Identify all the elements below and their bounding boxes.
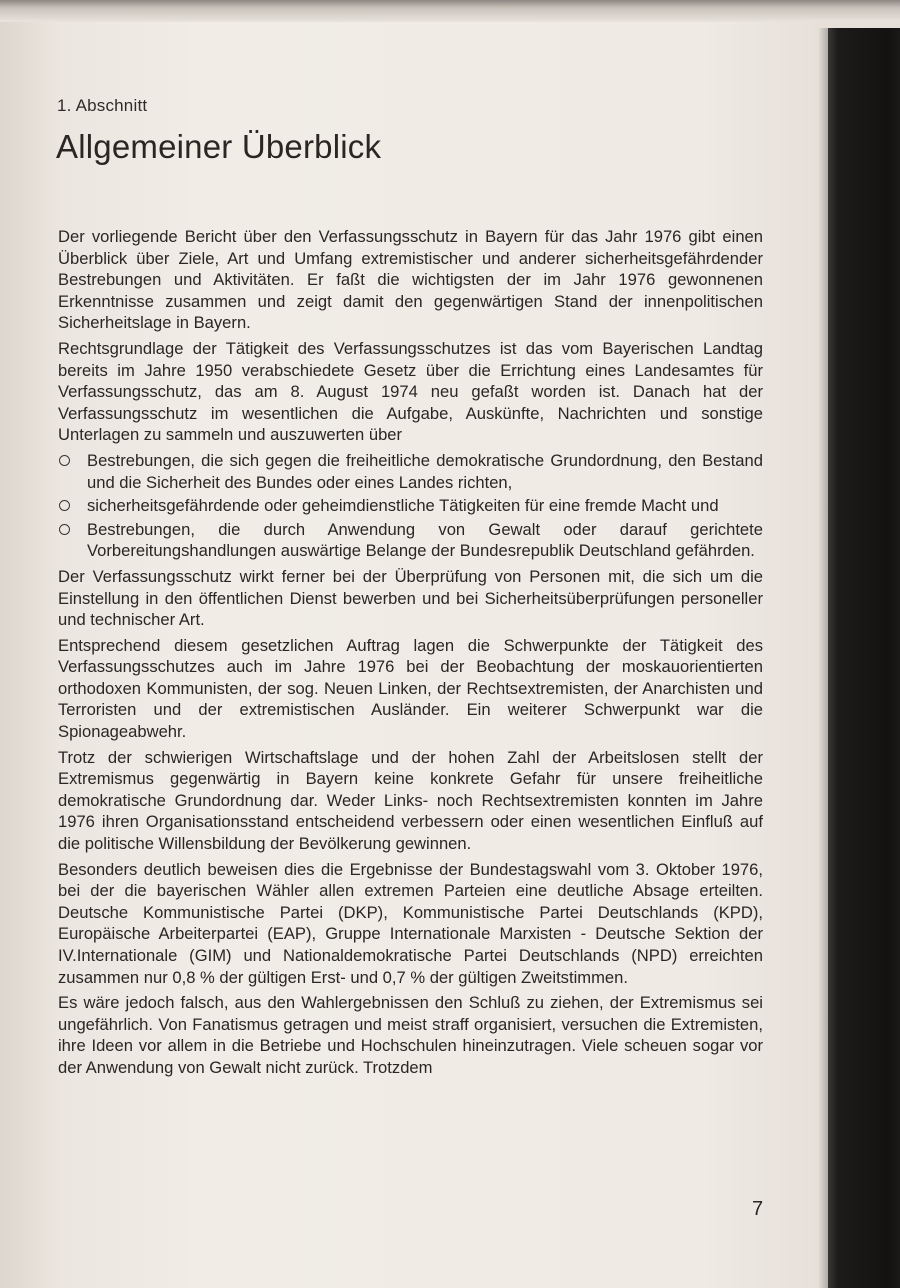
paragraph-legal-basis: Rechtsgrundlage der Tätigkeit des Verfassungsschutzes ist das vom Bayerischen Landtag bereits im Jahre 1950 verabschiedete Gesetz über die Errichtung eines Landesamtes für Verfassungsschutz, das am 8. August 1974 neu gefaßt worden ist. Danach hat der Verfassungsschutz im wesentlichen die Aufgabe, Auskünfte, Nachrichten und sonstige Unterlagen zu sammeln und auszuwerten über [58,338,763,445]
list-item-text: sicherheitsgefährdende oder geheimdienstliche Tätigkeiten für eine fremde Macht und [87,496,719,516]
section-label: 1. Abschnitt [57,96,148,115]
task-list [58,450,763,562]
list-item [58,519,763,562]
body-text [58,226,763,1083]
list-item [58,450,763,493]
list-item [58,495,763,517]
page-number: 7 [752,1198,764,1220]
paragraph-conclusion: Es wäre jedoch falsch, aus den Wahlergebnissen den Schluß zu ziehen, der Extremismus sei ungefährlich. Von Fanatismus getragen und meist straff organisiert, versuchen die Extremisten, ihre Ideen vor allem in die Betriebe und Hochschulen hineinzutragen. Viele scheuen sogar vor der Anwendung von Gewalt nicht zurück. Trotzdem [58,993,763,1077]
scan-top-shadow [0,0,900,22]
list-item-text: Bestrebungen, die sich gegen die freiheitliche demokratische Grundordnung, den Bestand und die Sicherheit des Bundes oder eines Landes richten, [87,450,763,492]
circle-bullet-icon [59,524,70,535]
book-spine [828,28,900,1288]
paragraph-screening: Der Verfassungsschutz wirkt ferner bei der Überprüfung von Personen mit, die sich um die Einstellung in den öffentlichen Dienst bewerben und bei Sicherheitsüberprüfungen personeller und technischer Art. [58,566,763,630]
paragraph-extremism-assessment: Trotz der schwierigen Wirtschaftslage und der hohen Zahl der Arbeitslosen stellt der Extremismus gegenwärtig in Bayern keine konkrete Gefahr für unsere freiheitliche demokratische Grundordnung dar. Weder Links- noch Rechtsextremisten konnten im Jahre 1976 ihren Organisationsstand entscheidend verbessern oder einen wesentlichen Einfluß auf die politische Willensbildung der Bevölkerung gewinnen. [58,747,763,854]
paragraph-election-results: Besonders deutlich beweisen dies die Ergebnisse der Bundestagswahl vom 3. Oktober 1976, bei der die bayerischen Wähler allen extremen Parteien eine deutliche Absage erteilten. Deutsche Kommunistische Partei (DKP), Kommunistische Partei Deutschlands (KPD), Europäische Arbeiterpartei (EAP), Gruppe Internationale Marxisten - Deutsche Sektion der IV.Internationale (GIM) und Nationaldemokratische Partei Deutschlands (NPD) erreichten zusammen nur 0,8 % der gültigen Erst- und 0,7 % der gültigen Zweitstimmen. [58,859,763,987]
list-item-text: Bestrebungen, die durch Anwendung von Gewalt oder darauf gerichtete Vorbereitungshandlungen auswärtige Belange der Bundesrepublik Deutschland gefährden. [87,519,763,561]
circle-bullet-icon [59,500,70,511]
paragraph-intro: Der vorliegende Bericht über den Verfassungsschutz in Bayern für das Jahr 1976 gibt einen Überblick über Ziele, Art und Umfang extremistischer und anderer sicherheitsgefährdender Bestrebungen und Aktivitäten. Er faßt die wichtigsten der im Jahr 1976 gewonnenen Erkenntnisse zusammen und zeigt damit den gegenwärtigen Stand der innenpolitischen Sicherheitslage in Bayern. [58,227,763,333]
paragraph-focus-areas: Entsprechend diesem gesetzlichen Auftrag lagen die Schwerpunkte der Tätigkeit des Verfassungsschutzes auch im Jahre 1976 bei der Beobachtung der moskauorientierten orthodoxen Kommunisten, der sog. Neuen Linken, der Rechtsextremisten, der Anarchisten und Terroristen und der extremistischen Ausländer. Ein weiterer Schwerpunkt war die Spionageabwehr. [58,635,763,742]
circle-bullet-icon [59,455,70,466]
page-title: Allgemeiner Überblick [56,128,382,165]
